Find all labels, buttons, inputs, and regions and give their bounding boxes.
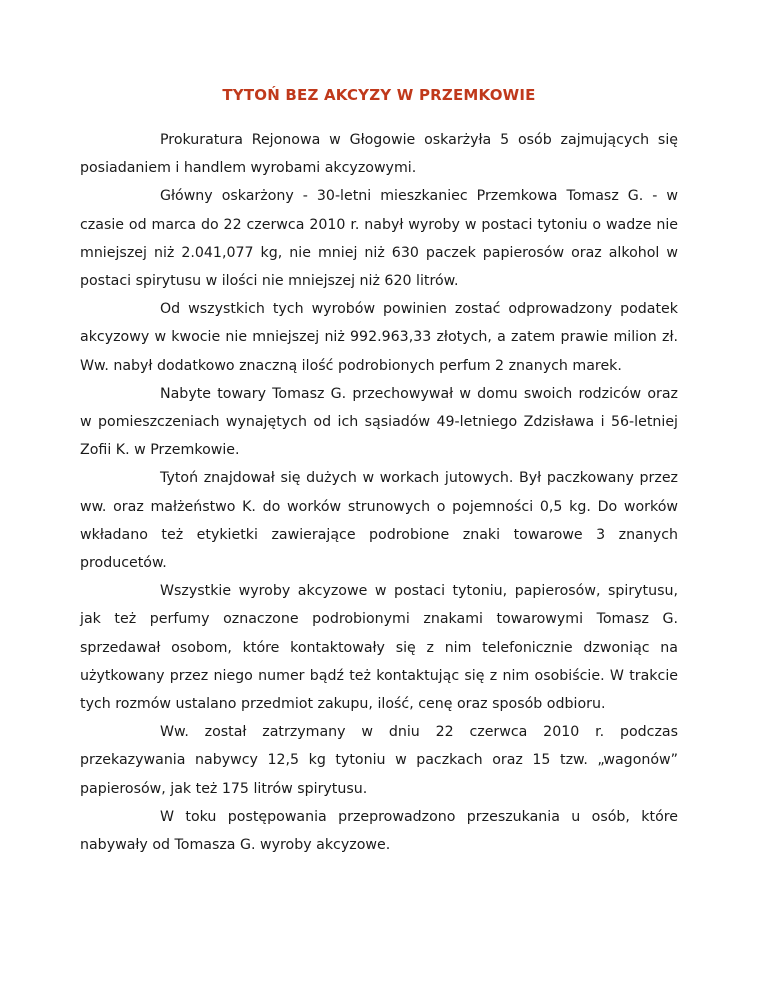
paragraph-7: Ww. został zatrzymany w dniu 22 czerwca 2010 r. podczas przekazywania nabywcy 12,5 kg tytoniu w paczkach oraz 15 tzw. „wagonów” papierosów, jak też 175 litrów spirytusu. [80,724,678,797]
paragraph-8: W toku postępowania przeprowadzono przeszukania u osób, które nabywały od Tomasza G. wyroby akcyzowe. [80,808,678,854]
document-title: TYTOŃ BEZ AKCYZY W PRZEMKOWIE [222,86,536,104]
paragraph-1: Prokuratura Rejonowa w Głogowie oskarżyła 5 osób zajmujących się posiadaniem i handlem wyrobami akcyzowymi. [80,132,678,177]
paragraph-6: Wszystkie wyroby akcyzowe w postaci tytoniu, papierosów, spirytusu, jak też perfumy oznaczone podrobionymi znakami towarowymi Tomasz G. sprzedawał osobom, które kontaktowały się z nim telefonicznie dzwoniąc na użytkowany przez niego numer bądź też kontaktując się z nim osobiście. W trakcie tych rozmów ustalano przedmiot zakupu, ilość, cenę oraz sposób odbioru. [80,583,678,713]
paragraph-3: Od wszystkich tych wyrobów powinien zostać odprowadzony podatek akcyzowy w kwocie nie mniejszej niż 992.963,33 złotych, a zatem prawie milion zł. Ww. nabył dodatkowo znaczną ilość podrobionych perfum 2 znanych marek. [80,301,678,374]
document-page [80,80,678,859]
paragraph-4: Nabyte towary Tomasz G. przechowywał w domu swoich rodziców oraz w pomieszczeniach wynajętych od ich sąsiadów 49-letniego Zdzisława i 56-letniej Zofii K. w Przemkowie. [80,385,678,459]
paragraph-2: Główny oskarżony - 30-letni mieszkaniec Przemkowa Tomasz G. - w czasie od marca do 22 czerwca 2010 r. nabył wyroby w postaci tytoniu o wadze nie mniejszej niż 2.041,077 kg, nie mniej niż 630 paczek papierosów oraz alkohol w postaci spirytusu w ilości nie mniejszej niż 620 litrów. [80,188,678,290]
paragraph-5: Tytoń znajdował się dużych w workach jutowych. Był paczkowany przez ww. oraz małżeństwo K. do worków strunowych o pojemności 0,5 kg. Do worków wkładano też etykietki zawierające podrobione znaki towarowe 3 znanych producetów. [80,470,678,572]
